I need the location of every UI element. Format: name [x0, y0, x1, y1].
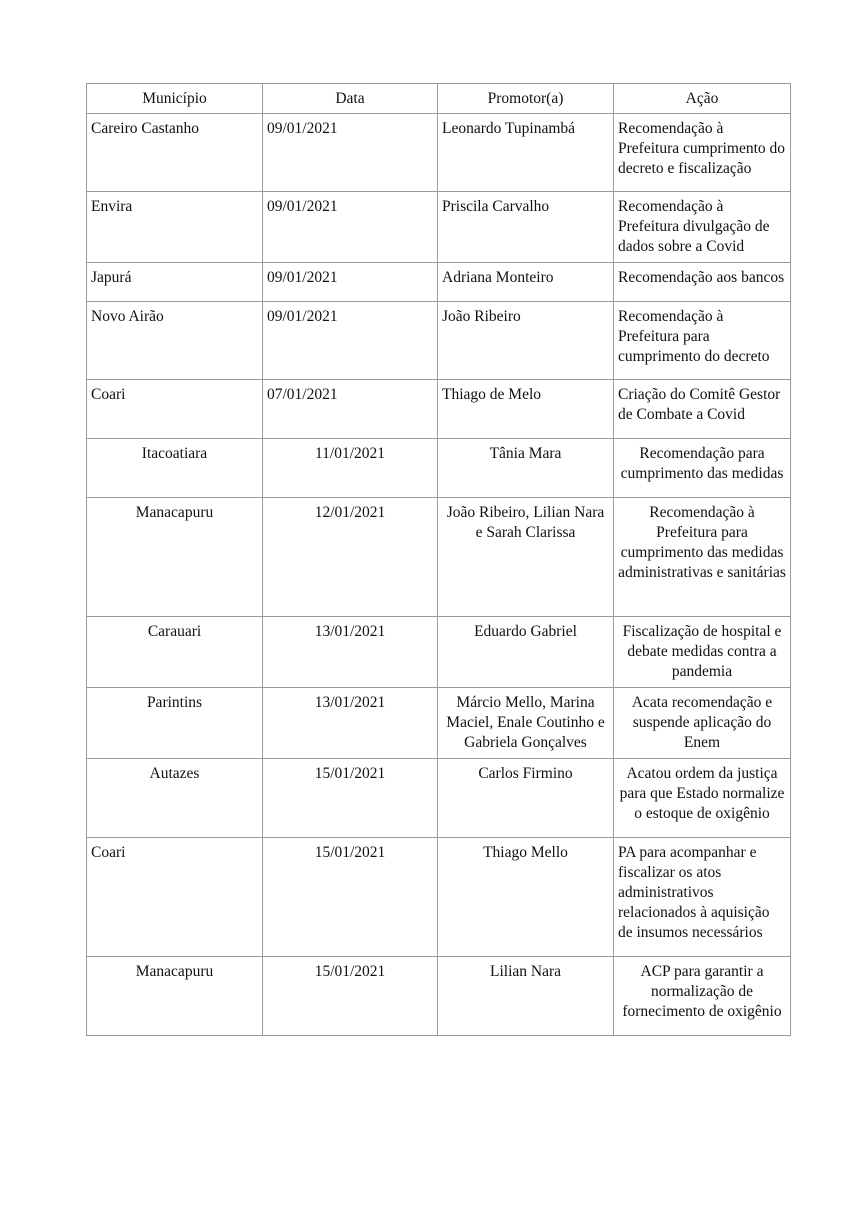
cell-acao: Recomendação à Prefeitura para cumprimento das medidas administrativas e sanitárias — [614, 498, 791, 617]
header-acao: Ação — [614, 84, 791, 114]
cell-municipio: Carauari — [87, 617, 263, 688]
cell-data: 11/01/2021 — [263, 439, 438, 498]
cell-promotor: Thiago de Melo — [438, 380, 614, 439]
header-data: Data — [263, 84, 438, 114]
cell-acao: Recomendação à Prefeitura para cumprimento do decreto — [614, 302, 791, 380]
cell-acao: Recomendação para cumprimento das medidas — [614, 439, 791, 498]
actions-table — [86, 83, 791, 1036]
cell-data: 13/01/2021 — [263, 617, 438, 688]
cell-municipio: Novo Airão — [87, 302, 263, 380]
cell-data: 15/01/2021 — [263, 759, 438, 838]
table-row — [87, 838, 791, 957]
cell-municipio: Parintins — [87, 688, 263, 759]
cell-municipio: Japurá — [87, 263, 263, 302]
cell-promotor: Adriana Monteiro — [438, 263, 614, 302]
cell-promotor: João Ribeiro — [438, 302, 614, 380]
table-row — [87, 759, 791, 838]
cell-promotor: Leonardo Tupinambá — [438, 114, 614, 192]
table-row — [87, 617, 791, 688]
cell-data: 15/01/2021 — [263, 838, 438, 957]
cell-data: 09/01/2021 — [263, 263, 438, 302]
cell-data: 07/01/2021 — [263, 380, 438, 439]
cell-data: 09/01/2021 — [263, 114, 438, 192]
cell-promotor: Lilian Nara — [438, 957, 614, 1036]
cell-municipio: Careiro Castanho — [87, 114, 263, 192]
table-row — [87, 192, 791, 263]
table-header-row — [87, 84, 791, 114]
cell-acao: Fiscalização de hospital e debate medidas contra a pandemia — [614, 617, 791, 688]
cell-municipio: Envira — [87, 192, 263, 263]
table-row — [87, 498, 791, 617]
cell-data: 12/01/2021 — [263, 498, 438, 617]
cell-municipio: Manacapuru — [87, 957, 263, 1036]
header-municipio: Município — [87, 84, 263, 114]
cell-municipio: Coari — [87, 380, 263, 439]
header-promotor: Promotor(a) — [438, 84, 614, 114]
cell-acao: ACP para garantir a normalização de fornecimento de oxigênio — [614, 957, 791, 1036]
cell-promotor: Thiago Mello — [438, 838, 614, 957]
cell-data: 09/01/2021 — [263, 192, 438, 263]
table-row — [87, 688, 791, 759]
cell-acao: PA para acompanhar e fiscalizar os atos administrativos relacionados à aquisição de insumos necessários — [614, 838, 791, 957]
cell-acao: Criação do Comitê Gestor de Combate a Covid — [614, 380, 791, 439]
cell-municipio: Manacapuru — [87, 498, 263, 617]
cell-acao: Recomendação à Prefeitura divulgação de dados sobre a Covid — [614, 192, 791, 263]
cell-data: 15/01/2021 — [263, 957, 438, 1036]
table-row — [87, 302, 791, 380]
table-row — [87, 439, 791, 498]
cell-acao: Recomendação à Prefeitura cumprimento do decreto e fiscalização — [614, 114, 791, 192]
cell-promotor: Tânia Mara — [438, 439, 614, 498]
cell-municipio: Coari — [87, 838, 263, 957]
cell-acao: Acatou ordem da justiça para que Estado normalize o estoque de oxigênio — [614, 759, 791, 838]
cell-promotor: Carlos Firmino — [438, 759, 614, 838]
table-row — [87, 114, 791, 192]
cell-promotor: Priscila Carvalho — [438, 192, 614, 263]
cell-data: 09/01/2021 — [263, 302, 438, 380]
cell-promotor: Eduardo Gabriel — [438, 617, 614, 688]
cell-promotor: João Ribeiro, Lilian Nara e Sarah Clarissa — [438, 498, 614, 617]
cell-acao: Recomendação aos bancos — [614, 263, 791, 302]
cell-municipio: Itacoatiara — [87, 439, 263, 498]
table-row — [87, 380, 791, 439]
cell-municipio: Autazes — [87, 759, 263, 838]
cell-promotor: Márcio Mello, Marina Maciel, Enale Coutinho e Gabriela Gonçalves — [438, 688, 614, 759]
cell-data: 13/01/2021 — [263, 688, 438, 759]
cell-acao: Acata recomendação e suspende aplicação do Enem — [614, 688, 791, 759]
table-row — [87, 957, 791, 1036]
table-row — [87, 263, 791, 302]
